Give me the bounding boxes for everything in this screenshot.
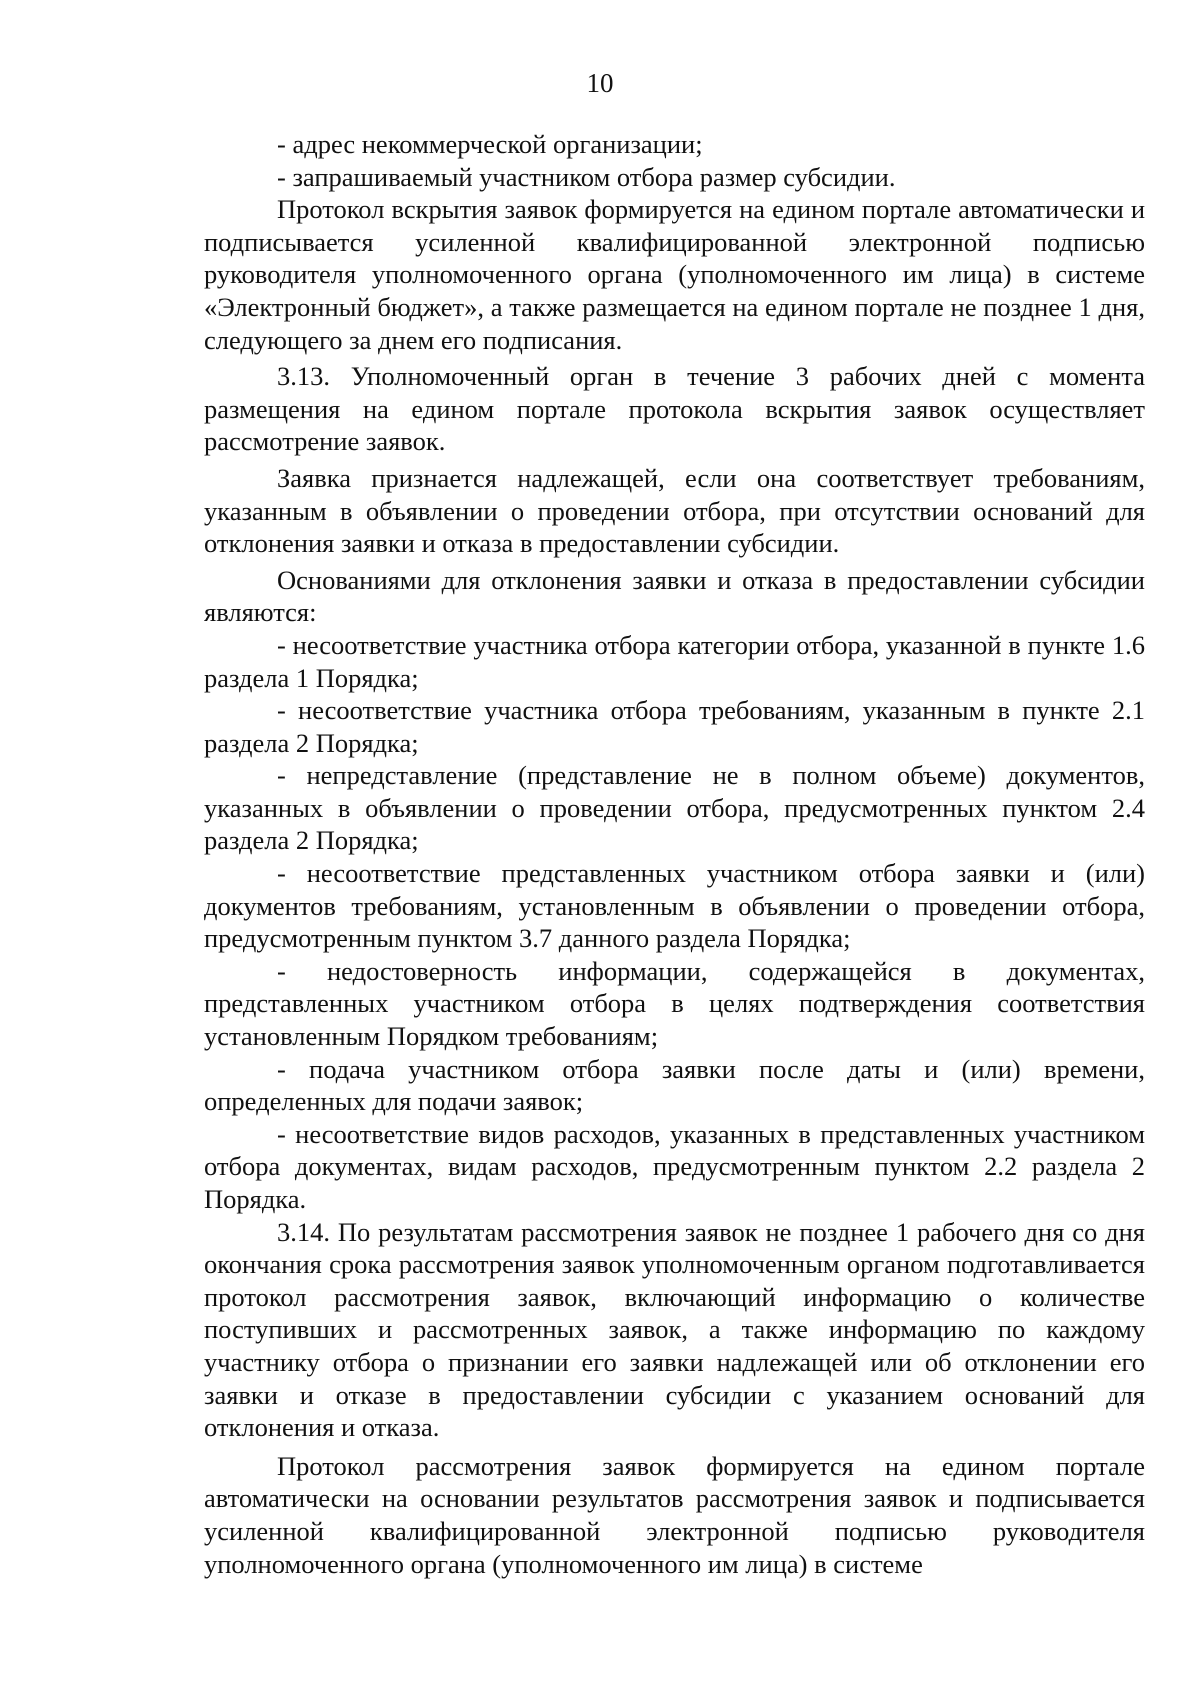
- paragraph-rejection-grounds: Основаниями для отклонения заявки и отказа в предоставлении субсидии являются:: [204, 564, 1145, 628]
- list-item-false-information: - недостоверность информации, содержащейся в документах, представленных участником отбора в целях подтверждения соответствия установленным Порядком требованиям;: [204, 955, 1145, 1052]
- list-item-requirements-mismatch: - несоответствие участника отбора требованиям, указанным в пункте 2.1 раздела 2 Порядка;: [204, 695, 1145, 758]
- list-item-late-submission: - подача участником отбора заявки после даты и (или) времени, определенных для подачи заявок;: [204, 1053, 1145, 1117]
- paragraph-subsidy-amount: - запрашиваемый участником отбора размер субсидии.: [277, 161, 896, 192]
- document-body: [204, 128, 1145, 1580]
- list-item-expense-mismatch: - несоответствие видов расходов, указанных в представленных участником отбора документах, видам расходов, предусмотренным пунктом 2.2 раздела 2 Порядка.: [204, 1118, 1145, 1214]
- paragraph-opening-protocol: Протокол вскрытия заявок формируется на едином портале автоматически и подписывается усиленной квалифицированной электронной подписью руководителя уполномоченного органа (уполномоченного им лица) в системе «Электронный бюджет», а также размещается на едином портале не позднее 1 дня, следующего за днем его подписания.: [204, 194, 1145, 355]
- paragraph-application-proper: Заявка признается надлежащей, если она соответствует требованиям, указанным в объявлении о проведении отбора, при отсутствии оснований для отклонения заявки и отказа в предоставлении субсидии.: [204, 462, 1145, 559]
- paragraph-review-protocol: Протокол рассмотрения заявок формируется на едином портале автоматически на основании результатов рассмотрения заявок и подписывается усиленной квалифицированной электронной подписью руководителя уполномоченного органа (уполномоченного им лица) в системе: [204, 1450, 1145, 1579]
- list-item-category-mismatch: - несоответствие участника отбора категории отбора, указанной в пункте 1.6 раздела 1 Порядка;: [204, 629, 1145, 693]
- list-item-documents-noncompliant: - несоответствие представленных участником отбора заявки и (или) документов требованиям, установленным в объявлении о проведении отбора, предусмотренным пунктом 3.7 данного раздела Порядка;: [204, 858, 1145, 954]
- paragraph-address: - адрес некоммерческой организации;: [277, 129, 703, 159]
- paragraph-section-3-13: 3.13. Уполномоченный орган в течение 3 рабочих дней с момента размещения на едином портале протокола вскрытия заявок осуществляет рассмотрение заявок.: [204, 361, 1145, 457]
- list-item-documents-missing: - непредставление (представление не в полном объеме) документов, указанных в объявлении о проведении отбора, предусмотренных пунктом 2.4 раздела 2 Порядка;: [204, 760, 1145, 856]
- page-number: 10: [586, 68, 614, 98]
- paragraph-section-3-14: 3.14. По результатам рассмотрения заявок не позднее 1 рабочего дня со дня окончания срока рассмотрения заявок уполномоченным органом подготавливается протокол рассмотрения заявок, включающий информацию о количестве поступивших и рассмотренных заявок, а также информацию по каждому участнику отбора о признании его заявки надлежащей или об отклонении его заявки и отказе в предоставлении субсидии с указанием оснований для отклонения и отказа.: [204, 1216, 1145, 1443]
